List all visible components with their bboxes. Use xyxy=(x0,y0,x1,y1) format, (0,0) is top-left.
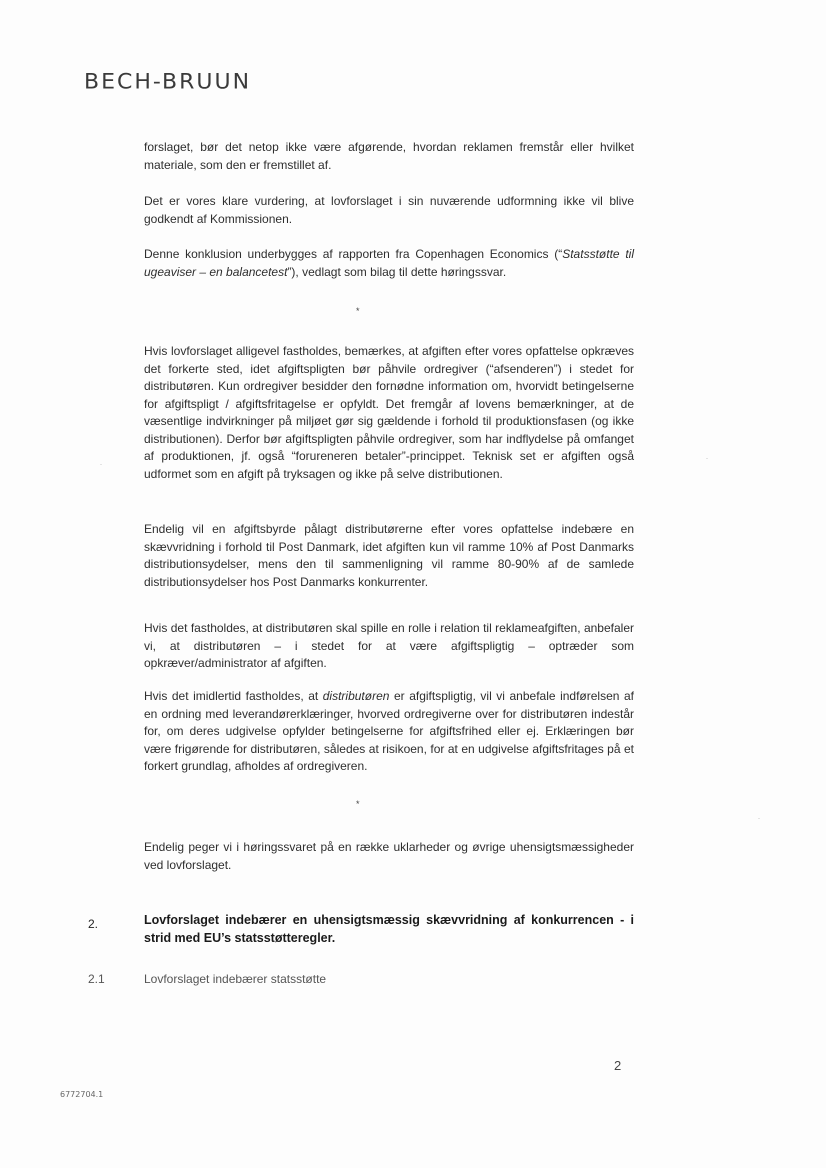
paragraph-3-after: ”), vedlagt som bilag til dette høringssvar. xyxy=(287,264,507,279)
paragraph-7-before: Hvis det imidlertid fastholdes, at xyxy=(144,689,323,703)
scan-speck: · xyxy=(706,456,708,462)
page-number: 2 xyxy=(614,1058,622,1073)
paragraph-7 xyxy=(144,688,634,776)
company-logo: BECH-BRUUN xyxy=(84,70,252,95)
paragraph-8 xyxy=(144,839,634,874)
paragraph-1-text: forslaget, bør det netop ikke være afgørende, hvordan reklamen fremstår eller hvilket materiale, som den er fremstillet af. xyxy=(144,140,634,172)
section-number: 2. xyxy=(88,917,99,931)
paragraph-4 xyxy=(144,343,634,483)
paragraph-7-after: er afgiftspligtig, vil vi anbefale indførelsen af en ordning med leverandørerklæringer, hvorved ordregiverne over for distributøren indestår for, om deres udgivelse opfylder betingelserne for afgiftsfrihed eller ej. Erklæringen bør være frigørende for distributøren, således at risikoen, for at en udgivelse afgiftsfritages på et forkert grundlag, afholdes af ordregiveren. xyxy=(144,689,634,773)
paragraph-3-text xyxy=(144,246,634,281)
paragraph-7-italic: distributøren xyxy=(322,689,390,703)
subsection-number: 2.1 xyxy=(88,972,105,986)
paragraph-2-text: Det er vores klare vurdering, at lovforslaget i sin nuværende udformning ikke vil blive godkendt af Kommissionen. xyxy=(144,194,634,226)
paragraph-4-text: Hvis lovforslaget alligevel fastholdes, bemærkes, at afgiften efter vores opfattelse opkræves det forkerte sted, idet afgiftspligten bør påhvile ordregiver (“afsenderen”) i stedet for distributøren. Kun ordregiver besidder den fornødne information om, hvorvidt betingelserne for afgiftspligt / afgiftsfritagelse er opfyldt. Det fremgår af lovens bemærkninger, at de væsentlige indvirkninger på miljøet gør sig gældende i forhold til produktionsfasen (og ikke distributionen). Derfor bør afgiftspligten påhvile ordregiver, som har indflydelse på omfanget af produktionen, jf. også “forureneren betaler”-princippet. Teknisk set er afgiften også udformet som en afgift på tryksagen og ikke på selve distributionen. xyxy=(144,344,634,481)
paragraph-5 xyxy=(144,521,634,591)
paragraph-3-before: Denne konklusion underbygges af rapporten fra Copenhagen Economics (“ xyxy=(144,247,563,261)
separator-star-1: * xyxy=(356,306,360,316)
paragraph-6-text: Hvis det fastholdes, at distributøren skal spille en rolle i relation til reklameafgiften, anbefaler vi, at distributøren – i stedet for at være afgiftspligtig – optræder som opkræver/administrator af afgiften. xyxy=(144,621,634,670)
separator-star-2: * xyxy=(356,799,360,809)
paragraph-8-text: Endelig peger vi i høringssvaret på en række uklarheder og øvrige uhensigtsmæssigheder ved lovforslaget. xyxy=(144,840,634,872)
scan-speck: · xyxy=(758,816,760,822)
paragraph-5-text: Endelig vil en afgiftsbyrde pålagt distributørerne efter vores opfattelse indebære en skævvridning i forhold til Post Danmark, idet afgiften kun vil ramme 10% af Post Danmarks distributionsydelser, mens den til sammenligning vil ramme 80-90% af de samlede distributionsydelser hos Post Danmarks konkurrenter. xyxy=(144,522,634,589)
paragraph-7-text xyxy=(144,688,634,776)
paragraph-3 xyxy=(144,246,634,281)
paragraph-6 xyxy=(144,620,634,673)
paragraph-2 xyxy=(144,193,634,228)
scan-speck: · xyxy=(100,462,102,468)
section-title: Lovforslaget indebærer en uhensigtsmæssig skævvridning af konkurrencen - i strid med EU’s statsstøtteregler. xyxy=(144,913,634,945)
subsection-title: Lovforslaget indebærer statsstøtte xyxy=(144,972,327,986)
document-id: 6772704.1 xyxy=(60,1090,104,1099)
paragraph-1 xyxy=(144,139,634,174)
report-title: Statsstøtte til ugeaviser – en balancetest xyxy=(144,247,634,279)
